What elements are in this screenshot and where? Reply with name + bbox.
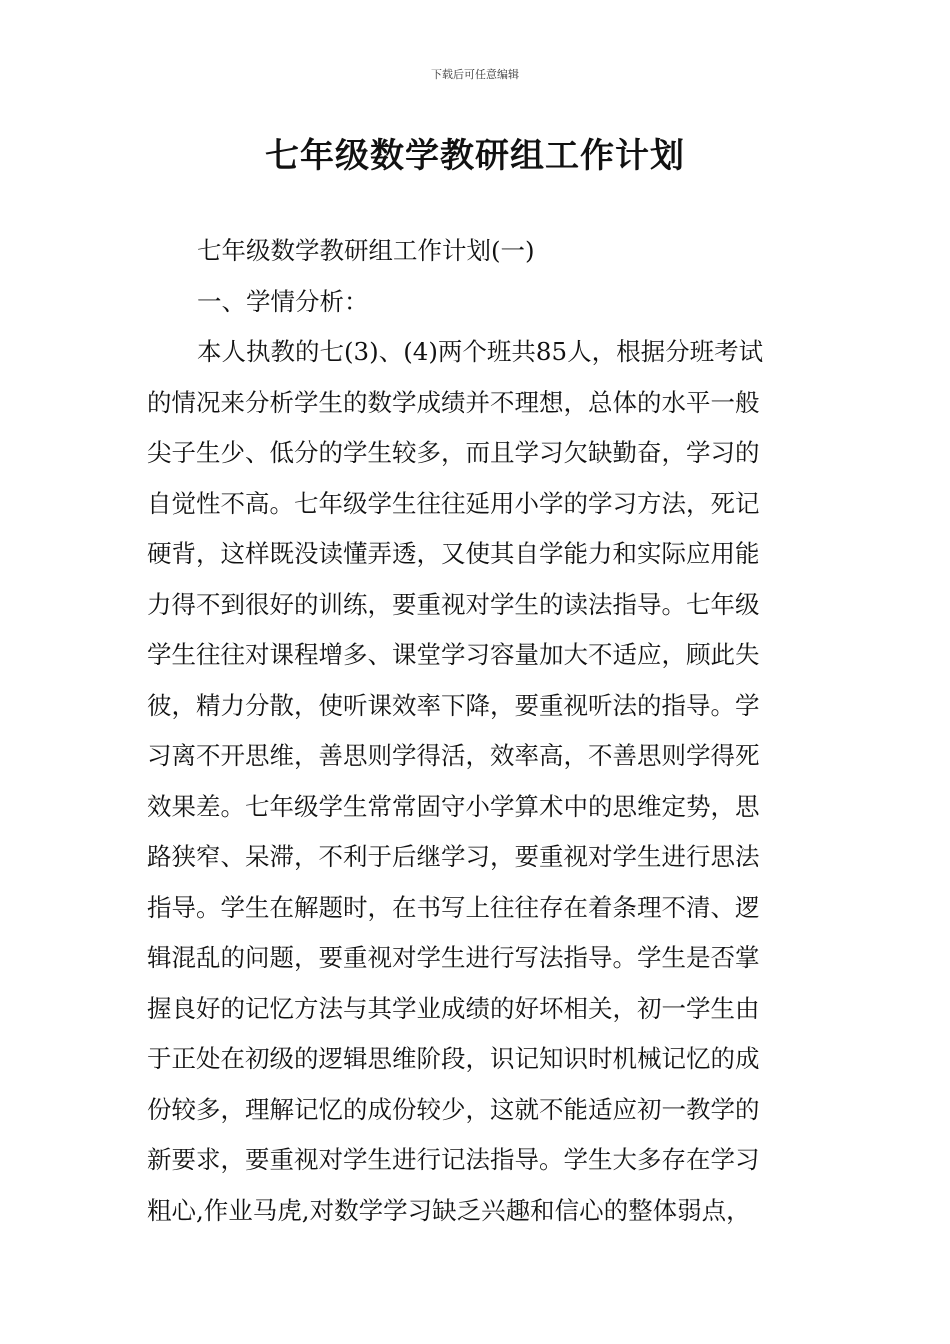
subtitle: 七年级数学教研组工作计划(一) xyxy=(197,236,535,265)
paragraph-line: 路狭窄、呆滞，不利于后继学习，要重视对学生进行思法 xyxy=(147,842,760,871)
header-note: 下载后可任意编辑 xyxy=(431,68,519,81)
paragraph-line: 硬背，这样既没读懂弄透，又使其自学能力和实际应用能 xyxy=(147,539,760,568)
paragraph-line: 握良好的记忆方法与其学业成绩的好坏相关，初一学生由 xyxy=(147,993,760,1023)
document-body xyxy=(147,226,809,1236)
paragraph-line: 效果差。七年级学生常常固守小学算术中的思维定势，思 xyxy=(147,791,760,821)
paragraph-line: 粗心,作业马虎,对数学学习缺乏兴趣和信心的整体弱点， xyxy=(147,1195,751,1225)
paragraph-line: 于正处在初级的逻辑思维阶段，识记知识时机械记忆的成 xyxy=(147,1044,760,1073)
paragraph-line: 学生往往对课程增多、课堂学习容量加大不适应，顾此失 xyxy=(147,640,760,669)
paragraph-line: 自觉性不高。七年级学生往往延用小学的学习方法，死记 xyxy=(147,488,760,518)
paragraph-line: 新要求，要重视对学生进行记法指导。学生大多存在学习 xyxy=(147,1145,760,1174)
paragraph-line: 本人执教的七(3)、(4)两个班共85人，根据分班考试 xyxy=(197,337,764,366)
paragraph xyxy=(147,327,809,1236)
section-heading: 一、学情分析： xyxy=(197,286,369,316)
paragraph-line: 力得不到很好的训练，要重视对学生的读法指导。七年级 xyxy=(147,589,760,619)
paragraph-line: 指导。学生在解题时，在书写上往往存在着条理不清、逻 xyxy=(147,892,760,922)
document-title: 七年级数学教研组工作计划 xyxy=(265,136,685,176)
paragraph-line: 习离不开思维，善思则学得活，效率高，不善思则学得死 xyxy=(147,741,760,770)
paragraph-line: 份较多，理解记忆的成份较少，这就不能适应初一教学的 xyxy=(147,1094,760,1124)
paragraph-line: 彼，精力分散，使听课效率下降，要重视听法的指导。学 xyxy=(147,690,760,720)
paragraph-line: 尖子生少、低分的学生较多，而且学习欠缺勤奋，学习的 xyxy=(147,438,760,467)
paragraph-line: 的情况来分析学生的数学成绩并不理想，总体的水平一般 xyxy=(147,387,760,417)
paragraph-line: 辑混乱的问题，要重视对学生进行写法指导。学生是否掌 xyxy=(147,943,760,972)
